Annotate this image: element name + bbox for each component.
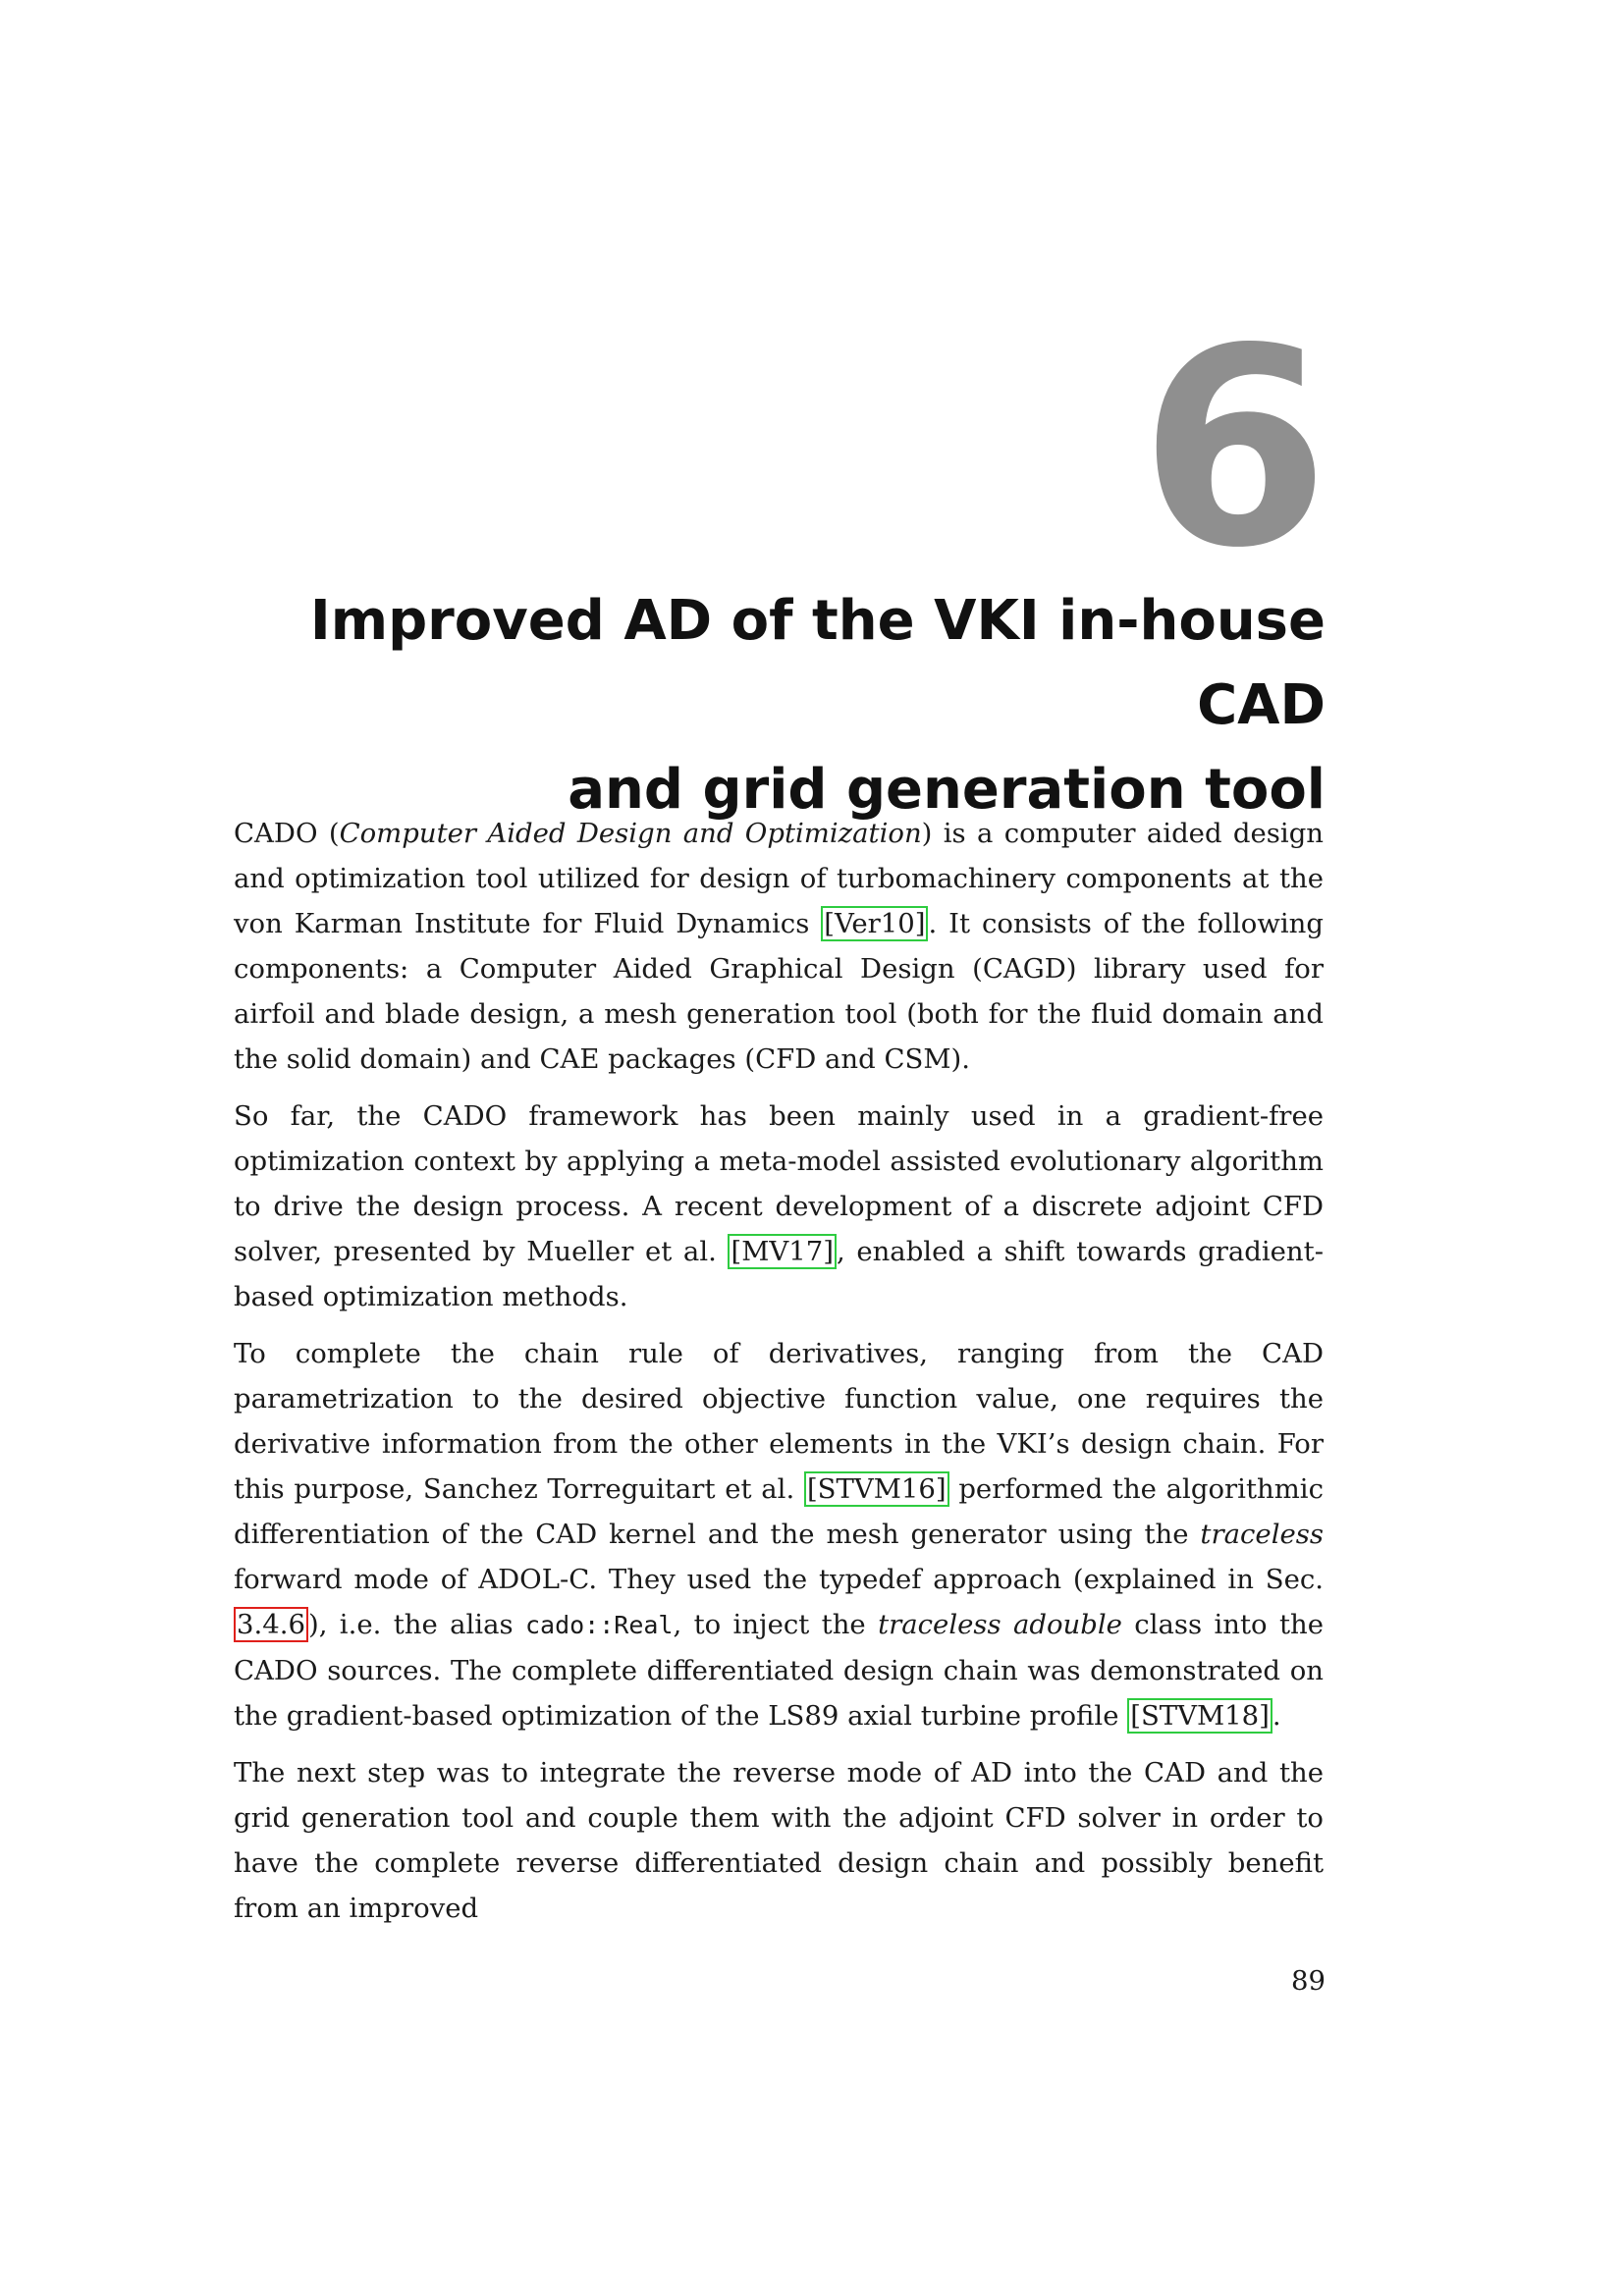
emphasis-text: Computer Aided Design and Optimization [339, 818, 922, 849]
text-run: ) is a computer aided design and optimization tool utilized for design of turbomachinery components at the von Karman Institute for Fluid Dynamics [234, 818, 1325, 939]
chapter-title [245, 579, 1326, 832]
paragraph-4 [234, 1750, 1324, 1931]
text-run: ), i.e. the alias [307, 1609, 525, 1640]
text-run: performed the algorithmic differentiation of the CAD kernel and the mesh generator using the [234, 1473, 1324, 1550]
citation-link-mv17[interactable]: [MV17] [728, 1234, 836, 1269]
chapter-body [234, 811, 1324, 1943]
text-run: CADO ( [234, 818, 340, 849]
citation-link-stvm16[interactable]: [STVM16] [804, 1471, 949, 1507]
paragraph-3 [234, 1331, 1324, 1738]
page-number: 89 [1291, 1965, 1326, 1997]
chapter-number: 6 [1139, 290, 1326, 608]
emphasis-text: traceless adouble [878, 1609, 1122, 1640]
text-run: . [1272, 1700, 1281, 1732]
text-run: To complete the chain rule of derivatives, ranging from the CAD parametrization to the desired objective function value, one requires the derivative information from the other elements in the VKI’s design chain. For this purpose, Sanchez Torreguitart et al. [234, 1338, 1324, 1505]
text-run: . It consists of the following components: a Computer Aided Graphical Design (CAGD) library used for airfoil and blade design, a mesh generation tool (both for the fluid domain and the solid domain) and CAE packages (CFD and CSM). [234, 908, 1324, 1075]
citation-link-stvm18[interactable]: [STVM18] [1127, 1698, 1272, 1734]
text-run: , to inject the [673, 1609, 879, 1640]
section-reference-link[interactable]: 3.4.6 [234, 1607, 308, 1642]
citation-link-ver10[interactable]: [Ver10] [821, 906, 928, 941]
paragraph-2 [234, 1094, 1324, 1319]
paragraph-1 [234, 811, 1324, 1082]
text-run: So far, the CADO framework has been mainly used in a gradient-free optimization context by applying a meta-model assisted evolutionary algorithm to drive the design process. A recent development of a discrete adjoint CFD solver, presented by Mueller et al. [234, 1100, 1324, 1267]
text-run: The next step was to integrate the reverse mode of AD into the CAD and the grid generation tool and couple them with the adjoint CFD solver in order to have the complete reverse differentiated design chain and possibly benefit from an improved [234, 1757, 1324, 1924]
chapter-title-line-2: and grid generation tool [568, 758, 1326, 822]
text-run: , enabled a shift towards gradient-based optimization methods. [234, 1236, 1324, 1312]
text-run: forward mode of ADOL-C. They used the typedef approach (explained in Sec. [234, 1564, 1324, 1595]
text-run: class into the CADO sources. The complete differentiated design chain was demonstrated on the gradient-based optimization of the LS89 axial turbine profile [234, 1609, 1324, 1732]
chapter-title-line-1: Improved AD of the VKI in-house CAD [309, 589, 1326, 737]
code-identifier: cado::Real [524, 1611, 674, 1639]
emphasis-text: traceless [1200, 1519, 1324, 1550]
